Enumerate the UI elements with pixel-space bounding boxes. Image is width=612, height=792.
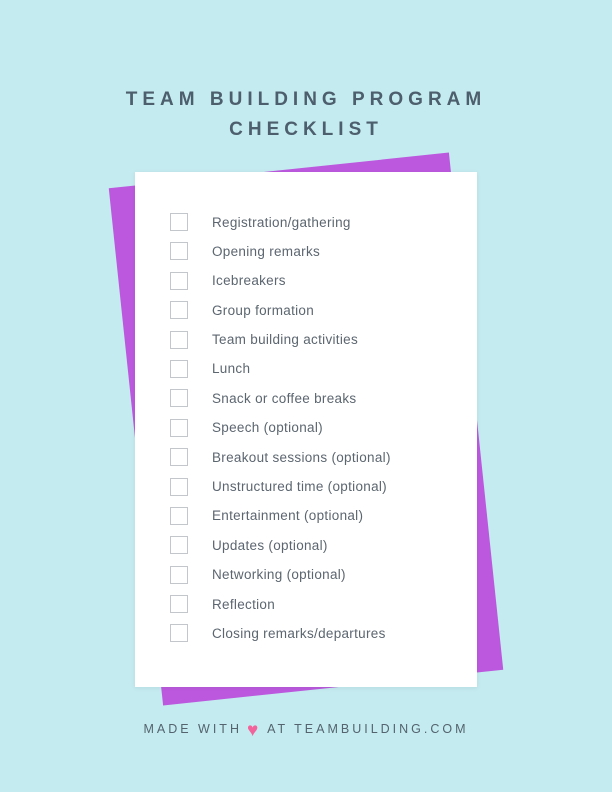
checklist-item-label: Icebreakers	[212, 273, 286, 289]
checkbox[interactable]	[170, 419, 188, 437]
checkbox[interactable]	[170, 595, 188, 613]
checklist-item-label: Networking (optional)	[212, 567, 346, 583]
page-title-line1: TEAM BUILDING PROGRAM	[125, 89, 487, 110]
checkbox[interactable]	[170, 448, 188, 466]
checklist-item	[170, 360, 477, 378]
checklist-item	[170, 242, 477, 260]
checklist-item	[170, 213, 477, 231]
checkbox[interactable]	[170, 478, 188, 496]
checklist-item-label: Team building activities	[212, 332, 359, 348]
checklist-item	[170, 272, 477, 290]
checklist-item	[170, 419, 477, 437]
checkbox[interactable]	[170, 213, 188, 231]
checkbox[interactable]	[170, 272, 188, 290]
checklist-item-label: Snack or coffee breaks	[212, 390, 357, 406]
footer-credit	[0, 719, 612, 740]
checklist-item	[170, 478, 477, 496]
footer-site-text: AT TEAMBUILDING.COM	[267, 722, 469, 736]
checklist-item	[170, 595, 477, 613]
checklist-item	[170, 331, 477, 349]
page-title-line2: CHECKLIST	[229, 119, 383, 140]
checkbox[interactable]	[170, 301, 188, 319]
checkbox[interactable]	[170, 389, 188, 407]
checklist-item-label: Closing remarks/departures	[212, 625, 386, 641]
checkbox[interactable]	[170, 624, 188, 642]
checklist-item-label: Lunch	[212, 361, 251, 377]
checkbox[interactable]	[170, 360, 188, 378]
checklist-item-label: Reflection	[212, 596, 276, 612]
page-title	[0, 85, 612, 145]
checkbox[interactable]	[170, 536, 188, 554]
checkbox[interactable]	[170, 331, 188, 349]
checkbox[interactable]	[170, 507, 188, 525]
checklist-item	[170, 507, 477, 525]
checklist-item	[170, 301, 477, 319]
checklist-item-label: Group formation	[212, 302, 315, 318]
checklist-card	[135, 172, 477, 687]
heart-icon: ♥	[246, 720, 259, 741]
checkbox[interactable]	[170, 242, 188, 260]
checklist-item	[170, 536, 477, 554]
checklist-item	[170, 566, 477, 584]
checklist-item	[170, 624, 477, 642]
checklist-item-label: Opening remarks	[212, 243, 321, 259]
checklist-item-label: Registration/gathering	[212, 214, 351, 230]
checklist-item	[170, 389, 477, 407]
checklist-item-label: Updates (optional)	[212, 537, 328, 553]
checklist	[135, 172, 477, 642]
checklist-item-label: Speech (optional)	[212, 420, 323, 436]
footer-made-with-text: MADE WITH	[143, 722, 242, 736]
checklist-item-label: Entertainment (optional)	[212, 508, 364, 524]
checklist-item	[170, 448, 477, 466]
checklist-item-label: Unstructured time (optional)	[212, 479, 387, 495]
checkbox[interactable]	[170, 566, 188, 584]
checklist-item-label: Breakout sessions (optional)	[212, 449, 391, 465]
